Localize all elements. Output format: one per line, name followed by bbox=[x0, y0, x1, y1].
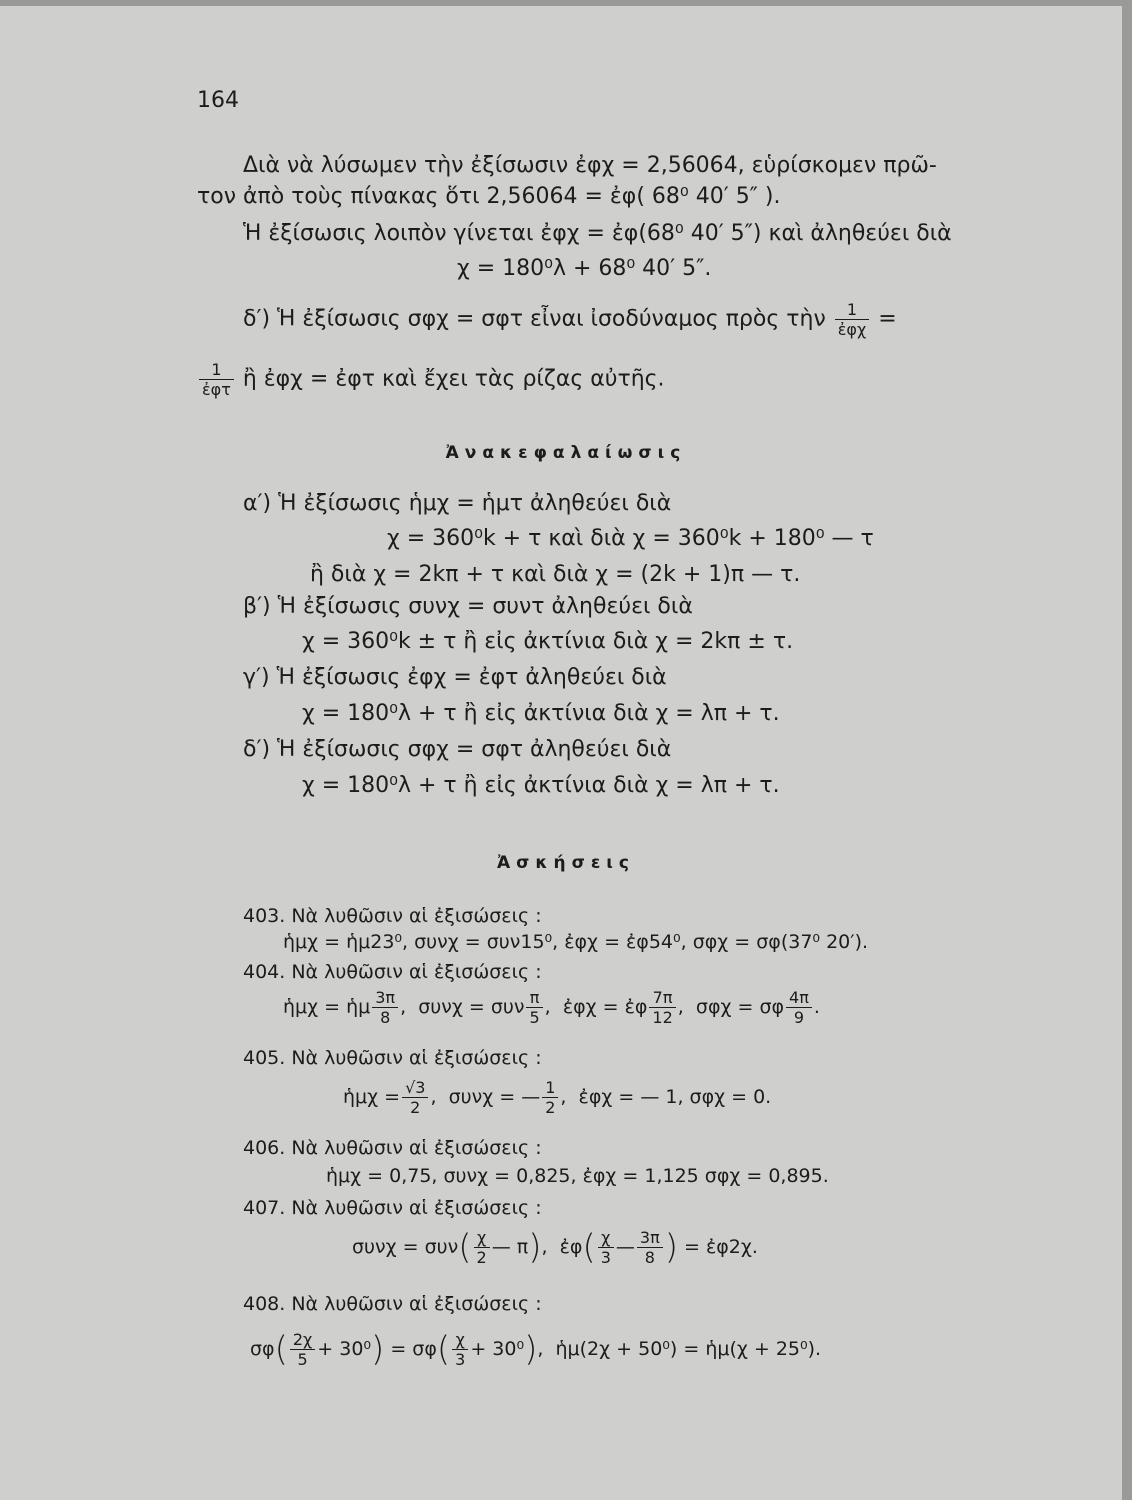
eq-text: + 30⁰ bbox=[470, 1338, 525, 1360]
exercise-408-equations bbox=[250, 1330, 821, 1369]
exercise-404-title: 404. Νὰ λυθῶσιν αἱ ἐξισώσεις : bbox=[243, 961, 542, 983]
denominator: 5 bbox=[529, 1008, 540, 1027]
equation-line: χ = 180⁰λ + 68⁰ 40′ 5″. bbox=[457, 256, 712, 281]
separator: , bbox=[544, 996, 551, 1018]
exercise-405-title: 405. Νὰ λυθῶσιν αἱ ἐξισώσεις : bbox=[243, 1047, 542, 1069]
summary-item-b: β′) Ἡ ἐξίσωσις συνχ = συντ ἀληθεύει διὰ bbox=[243, 594, 693, 619]
eq-text: ἐφ bbox=[559, 1236, 583, 1258]
eq-text: — π bbox=[491, 1236, 529, 1258]
scan-edge-top bbox=[0, 0, 1132, 6]
left-paren: ( bbox=[458, 1227, 472, 1268]
denominator: 8 bbox=[644, 1248, 655, 1267]
numerator: 4π bbox=[786, 988, 812, 1008]
equation-line: χ = 180⁰λ + τ ἢ εἰς ἀκτίνια διὰ χ = λπ + τ. bbox=[302, 773, 780, 798]
summary-item-a: α′) Ἡ ἐξίσωσις ἡμχ = ἡμτ ἀληθεύει διὰ bbox=[243, 491, 672, 516]
eq-text: — bbox=[615, 1236, 635, 1258]
fraction bbox=[637, 1228, 663, 1267]
right-paren: ) bbox=[371, 1329, 385, 1370]
summary-heading: Ἀνακεφαλαίωσις bbox=[445, 443, 687, 463]
eq-text: σφ bbox=[250, 1338, 275, 1360]
numerator: χ bbox=[474, 1228, 490, 1248]
numerator: π bbox=[526, 988, 542, 1008]
numerator: χ bbox=[452, 1330, 468, 1350]
eq-text: συνχ = συν bbox=[352, 1236, 459, 1258]
exercise-407-equations bbox=[352, 1228, 758, 1267]
summary-item-c: γ′) Ἡ ἐξίσωσις ἐφχ = ἐφτ ἀληθεύει διὰ bbox=[243, 665, 667, 690]
fraction bbox=[372, 988, 398, 1027]
exercises-heading: Ἀσκήσεις bbox=[497, 853, 635, 873]
fraction bbox=[598, 1228, 614, 1267]
separator: . bbox=[813, 996, 820, 1018]
equation-line: ἢ διὰ χ = 2kπ + τ καὶ διὰ χ = (2k + 1)π — τ. bbox=[310, 562, 801, 587]
exercise-406-equations: ἡμχ = 0,75, συνχ = 0,825, ἐφχ = 1,125 σφχ = 0,895. bbox=[326, 1165, 829, 1187]
denominator: 9 bbox=[793, 1008, 805, 1027]
text-segment: δ′) Ἡ ἐξίσωσις σφχ = σφτ εἶναι ἰσοδύναμος πρὸς τὴν bbox=[243, 306, 826, 332]
separator: , bbox=[560, 1086, 567, 1108]
fraction bbox=[649, 988, 675, 1027]
eq-text: ἡμχ = ἡμ bbox=[283, 996, 371, 1018]
exercise-406-title: 406. Νὰ λυθῶσιν αἱ ἐξισώσεις : bbox=[243, 1137, 542, 1159]
eq-text: συνχ = συν bbox=[418, 996, 525, 1018]
denominator: 12 bbox=[652, 1008, 673, 1027]
exercise-405-equations bbox=[343, 1078, 771, 1117]
right-paren: ) bbox=[664, 1227, 678, 1268]
text-line: Ἡ ἐξίσωσις λοιπὸν γίνεται ἐφχ = ἐφ(68⁰ 40′ 5″) καὶ ἀληθεύει διὰ bbox=[243, 221, 952, 246]
left-paren: ( bbox=[274, 1329, 288, 1370]
text-line bbox=[243, 300, 897, 339]
fraction bbox=[402, 1078, 428, 1117]
denominator: 3 bbox=[600, 1248, 611, 1267]
denominator: 3 bbox=[455, 1350, 466, 1369]
text-segment: ἢ ἐφχ = ἐφτ καὶ ἔχει τὰς ρίζας αὐτῆς. bbox=[242, 366, 665, 392]
eq-text: = ἐφ2χ. bbox=[684, 1236, 758, 1258]
denominator: 5 bbox=[297, 1350, 308, 1369]
numerator: √3 bbox=[402, 1078, 428, 1098]
fraction bbox=[526, 988, 542, 1027]
right-paren: ) bbox=[528, 1227, 542, 1268]
equals-sign: = bbox=[878, 306, 897, 332]
equation-line: χ = 180⁰λ + τ ἢ εἰς ἀκτίνια διὰ χ = λπ + τ. bbox=[302, 701, 780, 726]
eq-text: ἐφχ = ἐφ bbox=[562, 996, 648, 1018]
summary-item-d: δ′) Ἡ ἐξίσωσις σφχ = σφτ ἀληθεύει διὰ bbox=[243, 737, 672, 762]
exercise-404-equations bbox=[283, 988, 820, 1027]
exercise-408-title: 408. Νὰ λυθῶσιν αἱ ἐξισώσεις : bbox=[243, 1293, 542, 1315]
separator: , bbox=[400, 996, 407, 1018]
left-paren: ( bbox=[582, 1227, 596, 1268]
denominator: 2 bbox=[545, 1098, 556, 1117]
fraction bbox=[786, 988, 812, 1027]
fraction bbox=[199, 360, 234, 399]
exercise-407-title: 407. Νὰ λυθῶσιν αἱ ἐξισώσεις : bbox=[243, 1197, 542, 1219]
numerator: χ bbox=[598, 1228, 614, 1248]
eq-text: συνχ = — bbox=[448, 1086, 541, 1108]
eq-text: + 30⁰ bbox=[317, 1338, 372, 1360]
fraction bbox=[835, 300, 869, 339]
numerator: 1 bbox=[199, 360, 234, 380]
separator: , bbox=[541, 1236, 548, 1258]
separator: , bbox=[537, 1338, 544, 1360]
fraction bbox=[542, 1078, 558, 1117]
eq-text: ἐφχ = — 1, σφχ = 0. bbox=[578, 1086, 772, 1108]
fraction bbox=[290, 1330, 315, 1369]
equation-line: χ = 360⁰k + τ καὶ διὰ χ = 360⁰k + 180⁰ — τ bbox=[387, 526, 874, 551]
separator: , bbox=[677, 996, 684, 1018]
text-line bbox=[197, 360, 665, 399]
text-line: τον ἀπὸ τοὺς πίνακας ὅτι 2,56064 = ἐφ( 68⁰ 40′ 5″ ). bbox=[197, 184, 781, 209]
separator: , bbox=[430, 1086, 437, 1108]
numerator: 1 bbox=[542, 1078, 558, 1098]
fraction bbox=[452, 1330, 468, 1369]
equation-line: χ = 360⁰k ± τ ἢ εἰς ἀκτίνια διὰ χ = 2kπ ± τ. bbox=[302, 629, 794, 654]
numerator: 2χ bbox=[290, 1330, 315, 1350]
eq-text: ἡμχ = bbox=[343, 1086, 401, 1108]
denominator: ἐφτ bbox=[202, 380, 231, 399]
denominator: 2 bbox=[476, 1248, 487, 1267]
denominator: ἐφχ bbox=[837, 320, 867, 339]
numerator: 7π bbox=[649, 988, 675, 1008]
denominator: 8 bbox=[380, 1008, 391, 1027]
right-paren: ) bbox=[524, 1329, 538, 1370]
page-number: 164 bbox=[197, 88, 239, 113]
exercise-403-equations: ἡμχ = ἡμ23⁰, συνχ = συν15⁰, ἐφχ = ἐφ54⁰, σφχ = σφ(37⁰ 20′). bbox=[283, 931, 869, 953]
scan-edge-right bbox=[1122, 0, 1132, 1500]
fraction bbox=[474, 1228, 490, 1267]
eq-text: = σφ bbox=[390, 1338, 437, 1360]
numerator: 1 bbox=[835, 300, 869, 320]
text-line: Διὰ νὰ λύσωμεν τὴν ἐξίσωσιν ἐφχ = 2,56064, εὑρίσκομεν πρῶ- bbox=[243, 153, 937, 178]
numerator: 3π bbox=[637, 1228, 663, 1248]
eq-text: ἡμ(2χ + 50⁰) = ἡμ(χ + 25⁰). bbox=[555, 1338, 822, 1360]
exercise-403-title: 403. Νὰ λυθῶσιν αἱ ἐξισώσεις : bbox=[243, 905, 542, 927]
eq-text: σφχ = σφ bbox=[695, 996, 785, 1018]
denominator: 2 bbox=[410, 1098, 421, 1117]
left-paren: ( bbox=[436, 1329, 451, 1370]
numerator: 3π bbox=[372, 988, 398, 1008]
